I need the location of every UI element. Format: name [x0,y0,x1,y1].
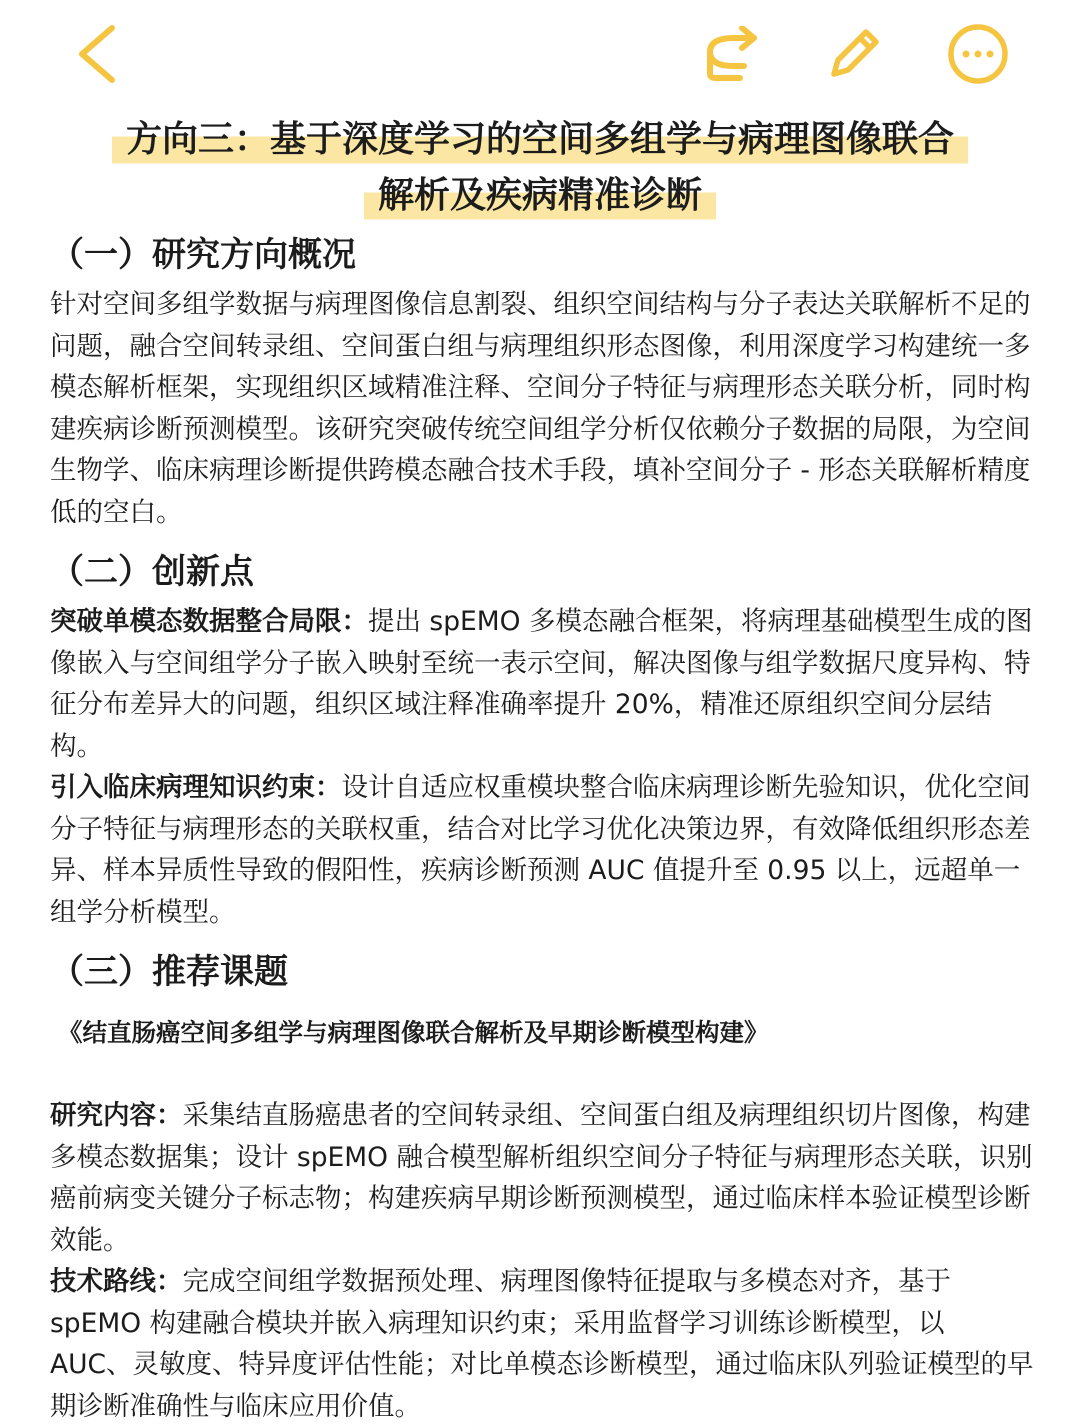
section-heading-overview: （一）研究方向概况 [50,235,356,275]
section-heading-innovation: （二）创新点 [50,552,254,592]
innovation-point-1 [50,601,1035,767]
research-content-text: 采集结直肠癌患者的空间转录组、空间蛋白组及病理组织切片图像，构建多模态数据集；设计 spEMO 融合模型解析组织空间分子特征与病理形态关联，识别癌前病变关键分子标志物；构建疾病早期诊断预测模型，通过临床样本验证模型诊断效能。 [50,1100,1033,1256]
innovation-point-2-text: 设计自适应权重模块整合临床病理诊断先验知识，优化空间分子特征与病理形态的关联权重，结合对比学习优化决策边界，有效降低组织形态差异、样本异质性导致的假阳性，疾病诊断预测 AUC 值提升至 0.95 以上，远超单一组学分析模型。 [50,772,1031,928]
share-arrow-icon[interactable] [700,26,764,86]
innovation-point-2-label: 引入临床病理知识约束： [50,772,342,803]
recommended-topic-title: 《结直肠癌空间多组学与病理图像联合解析及早期诊断模型构建》 [58,1018,769,1047]
technical-route-text: 完成空间组学数据预处理、病理图像特征提取与多模态对齐，基于 spEMO 构建融合模块并嵌入病理知识约束；采用监督学习训练诊断模型，以 AUC、灵敏度、特异度评估性能；对比单模态诊断模型，通过临床队列验证模型的早期诊断准确性与临床应用价值。 [50,1266,1034,1422]
top-toolbar [0,0,1080,110]
innovation-point-2 [50,767,1035,933]
section-heading-topics: （三）推荐课题 [50,952,288,992]
technical-route [50,1261,1035,1427]
overview-paragraph: 针对空间多组学数据与病理图像信息割裂、组织空间结构与分子表达关联解析不足的问题，融合空间转录组、空间蛋白组与病理组织形态图像，利用深度学习构建统一多模态解析框架，实现组织区域精准注释、空间分子特征与病理形态关联分析，同时构建疾病诊断预测模型。该研究突破传统空间组学分析仅依赖分子数据的局限，为空间生物学、临床病理诊断提供跨模态融合技术手段，填补空间分子 - 形态关联解析精度低的空白。 [50,289,1031,528]
research-content [50,1095,1035,1261]
innovation-point-1-text: 提出 spEMO 多模态融合框架，将病理基础模型生成的图像嵌入与空间组学分子嵌入映射至统一表示空间，解决图像与组学数据尺度异构、特征分布差异大的问题，组织区域注释准确率提升 20%，精准还原组织空间分层结构。 [50,606,1033,762]
article-title [0,112,1080,224]
chevron-left-icon[interactable] [68,22,128,86]
innovation-point-1-label: 突破单模态数据整合局限： [50,606,368,637]
pencil-icon[interactable] [820,22,884,86]
article-body [50,226,1035,1427]
research-content-label: 研究内容： [50,1100,183,1131]
more-dots-icon[interactable] [946,22,1010,86]
title-line-1: 方向三：基于深度学习的空间多组学与病理图像联合 [112,112,968,168]
technical-route-label: 技术路线： [50,1266,183,1297]
title-line-2: 解析及疾病精准诊断 [364,168,716,224]
